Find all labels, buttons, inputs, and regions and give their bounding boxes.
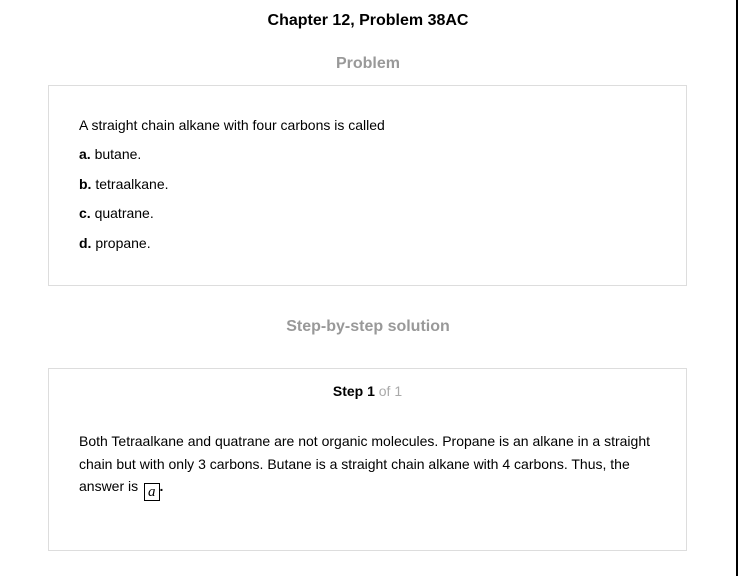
answer-period: . (159, 478, 164, 494)
option-letter: c. (79, 205, 91, 221)
option-c (79, 205, 656, 221)
step-label (79, 383, 656, 399)
page-title: Chapter 12, Problem 38AC (267, 12, 469, 29)
option-letter: a. (79, 146, 91, 162)
option-text: tetraalkane. (95, 175, 169, 192)
problem-heading: Problem (335, 55, 400, 72)
answer-box: a (144, 483, 160, 501)
solution-card (48, 368, 687, 551)
option-letter: d. (79, 234, 92, 251)
solution-body: Both Tetraalkane and quatrane are not organic molecules. Propane is an alkane in a straight chain but with only 3 carbons. Butane is a straight chain alkane with 4 carbons. Thus, the answer is (79, 433, 650, 494)
option-d (79, 235, 656, 251)
option-letter: b. (79, 175, 92, 192)
question-text: A straight chain alkane with four carbons is called (79, 117, 385, 133)
step-number: Step 1 (332, 383, 375, 399)
option-text: propane. (95, 234, 151, 251)
option-a (79, 146, 656, 162)
option-text: quatrane. (94, 205, 154, 221)
solution-text (79, 430, 656, 501)
option-b (79, 176, 656, 192)
step-total: of 1 (378, 383, 403, 399)
solution-heading: Step-by-step solution (286, 318, 450, 335)
option-text: butane. (94, 146, 142, 162)
problem-card (48, 85, 687, 286)
